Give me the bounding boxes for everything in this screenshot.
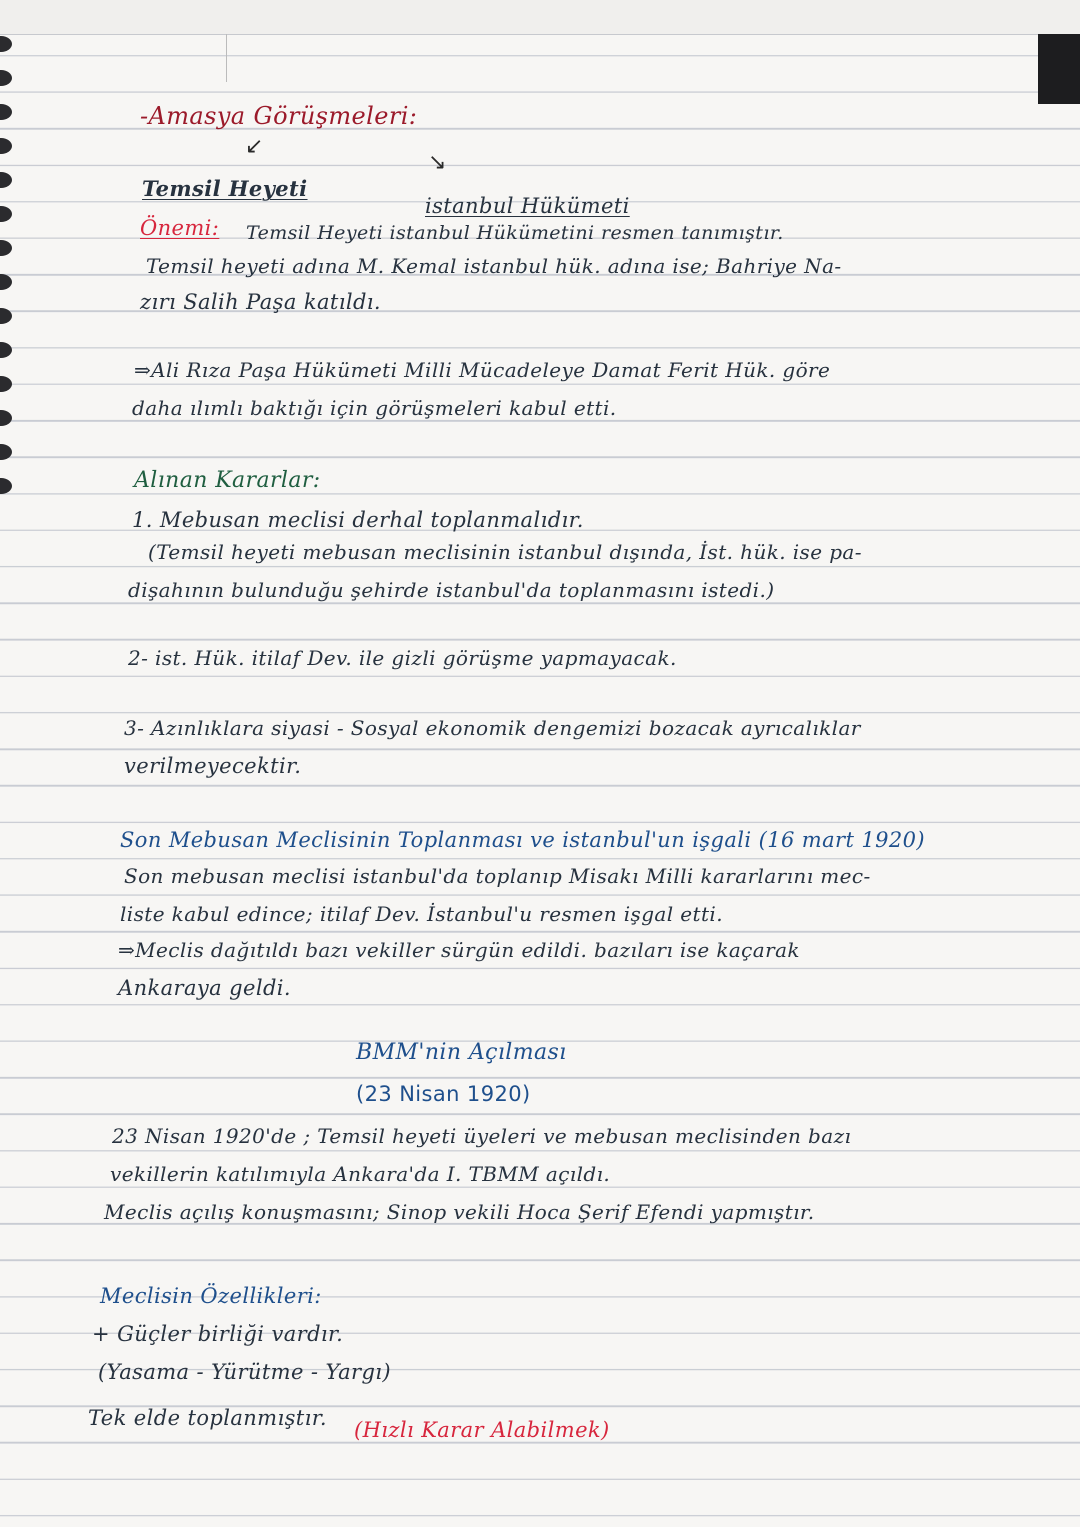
binder-hole [0, 70, 12, 86]
binder-hole [0, 342, 12, 358]
karar-3-line-1: 3- Azınlıklara siyasi - Sosyal ekonomik dengemizi bozacak ayrıcalıklar [124, 716, 861, 740]
binder-hole [0, 274, 12, 290]
page-corner-shadow [1038, 34, 1080, 104]
kararlar-title: Alınan Kararlar: [134, 468, 321, 493]
amasya-line-4: zırı Salih Paşa katıldı. [140, 290, 381, 314]
son-mebusan-p1: Son mebusan meclisi istanbul'da toplanıp Misakı Milli kararlarını mec- [124, 864, 871, 888]
bmm-date: (23 Nisan 1920) [356, 1082, 531, 1106]
karar-1-detail-2: dişahının bulunduğu şehirde istanbul'da toplanmasını istedi.) [128, 578, 775, 602]
binder-hole [0, 478, 12, 494]
binder-holes [0, 0, 14, 1527]
onemi-label: Önemi: [140, 216, 220, 240]
son-mebusan-p3: ⇒Meclis dağıtıldı bazı vekiller sürgün edildi. bazıları ise kaçarak [118, 938, 800, 962]
onemi-text: Temsil Heyeti istanbul Hükümetini resmen tanımıştır. [246, 222, 784, 244]
binder-hole [0, 138, 12, 154]
bmm-p3: Meclis açılış konuşmasını; Sinop vekili Hoca Şerif Efendi yapmıştır. [104, 1200, 815, 1224]
party-temsil-heyeti: Temsil Heyeti [142, 176, 308, 201]
binder-hole [0, 206, 12, 222]
arrow-right-icon: ↘ [428, 150, 447, 175]
karar-1-detail-1: (Temsil heyeti mebusan meclisinin istanbul dışında, İst. hük. ise pa- [148, 540, 862, 564]
binder-hole [0, 240, 12, 256]
bmm-title: BMM'nin Açılması [356, 1040, 567, 1065]
binder-hole [0, 376, 12, 392]
ozellik-1: + Güçler birliği vardır. [92, 1322, 344, 1346]
ali-riza-line-2: daha ılımlı baktığı için görüşmeleri kabul etti. [132, 396, 617, 420]
ali-riza-line-1: ⇒Ali Rıza Paşa Hükümeti Milli Mücadeleye Damat Ferit Hük. göre [134, 358, 831, 382]
binder-hole [0, 410, 12, 426]
page-header-strip [0, 0, 1080, 35]
ozellik-2: Tek elde toplanmıştır. [88, 1406, 327, 1430]
son-mebusan-p2: liste kabul edince; itilaf Dev. İstanbul'u resmen işgal etti. [120, 902, 723, 926]
bmm-p2: vekillerin katılımıyla Ankara'da I. TBMM açıldı. [110, 1162, 611, 1186]
karar-3-line-2: verilmeyecektir. [124, 754, 302, 778]
son-mebusan-p4: Ankaraya geldi. [118, 976, 291, 1000]
karar-1: 1. Mebusan meclisi derhal toplanmalıdır. [132, 508, 584, 532]
binder-hole [0, 172, 12, 188]
ozellikler-title: Meclisin Özellikleri: [100, 1284, 322, 1308]
binder-hole [0, 444, 12, 460]
son-mebusan-title: Son Mebusan Meclisinin Toplanması ve istanbul'un işgali (16 mart 1920) [120, 828, 926, 852]
arrow-left-icon: ↙ [245, 134, 264, 159]
binder-hole [0, 36, 12, 52]
ozellik-2-note: (Hızlı Karar Alabilmek) [354, 1418, 610, 1442]
bmm-p1: 23 Nisan 1920'de ; Temsil heyeti üyeleri ve mebusan meclisinden bazı [112, 1124, 852, 1148]
margin-mark [226, 34, 227, 82]
amasya-title: -Amasya Görüşmeleri: [140, 102, 418, 130]
ozellik-1-detail: (Yasama - Yürütme - Yargı) [98, 1360, 392, 1384]
binder-hole [0, 104, 12, 120]
karar-2: 2- ist. Hük. itilaf Dev. ile gizli görüşme yapmayacak. [128, 646, 677, 670]
binder-hole [0, 308, 12, 324]
party-istanbul-hukumeti: istanbul Hükümeti [425, 194, 630, 218]
amasya-line-3: Temsil heyeti adına M. Kemal istanbul hük. adına ise; Bahriye Na- [146, 254, 842, 278]
